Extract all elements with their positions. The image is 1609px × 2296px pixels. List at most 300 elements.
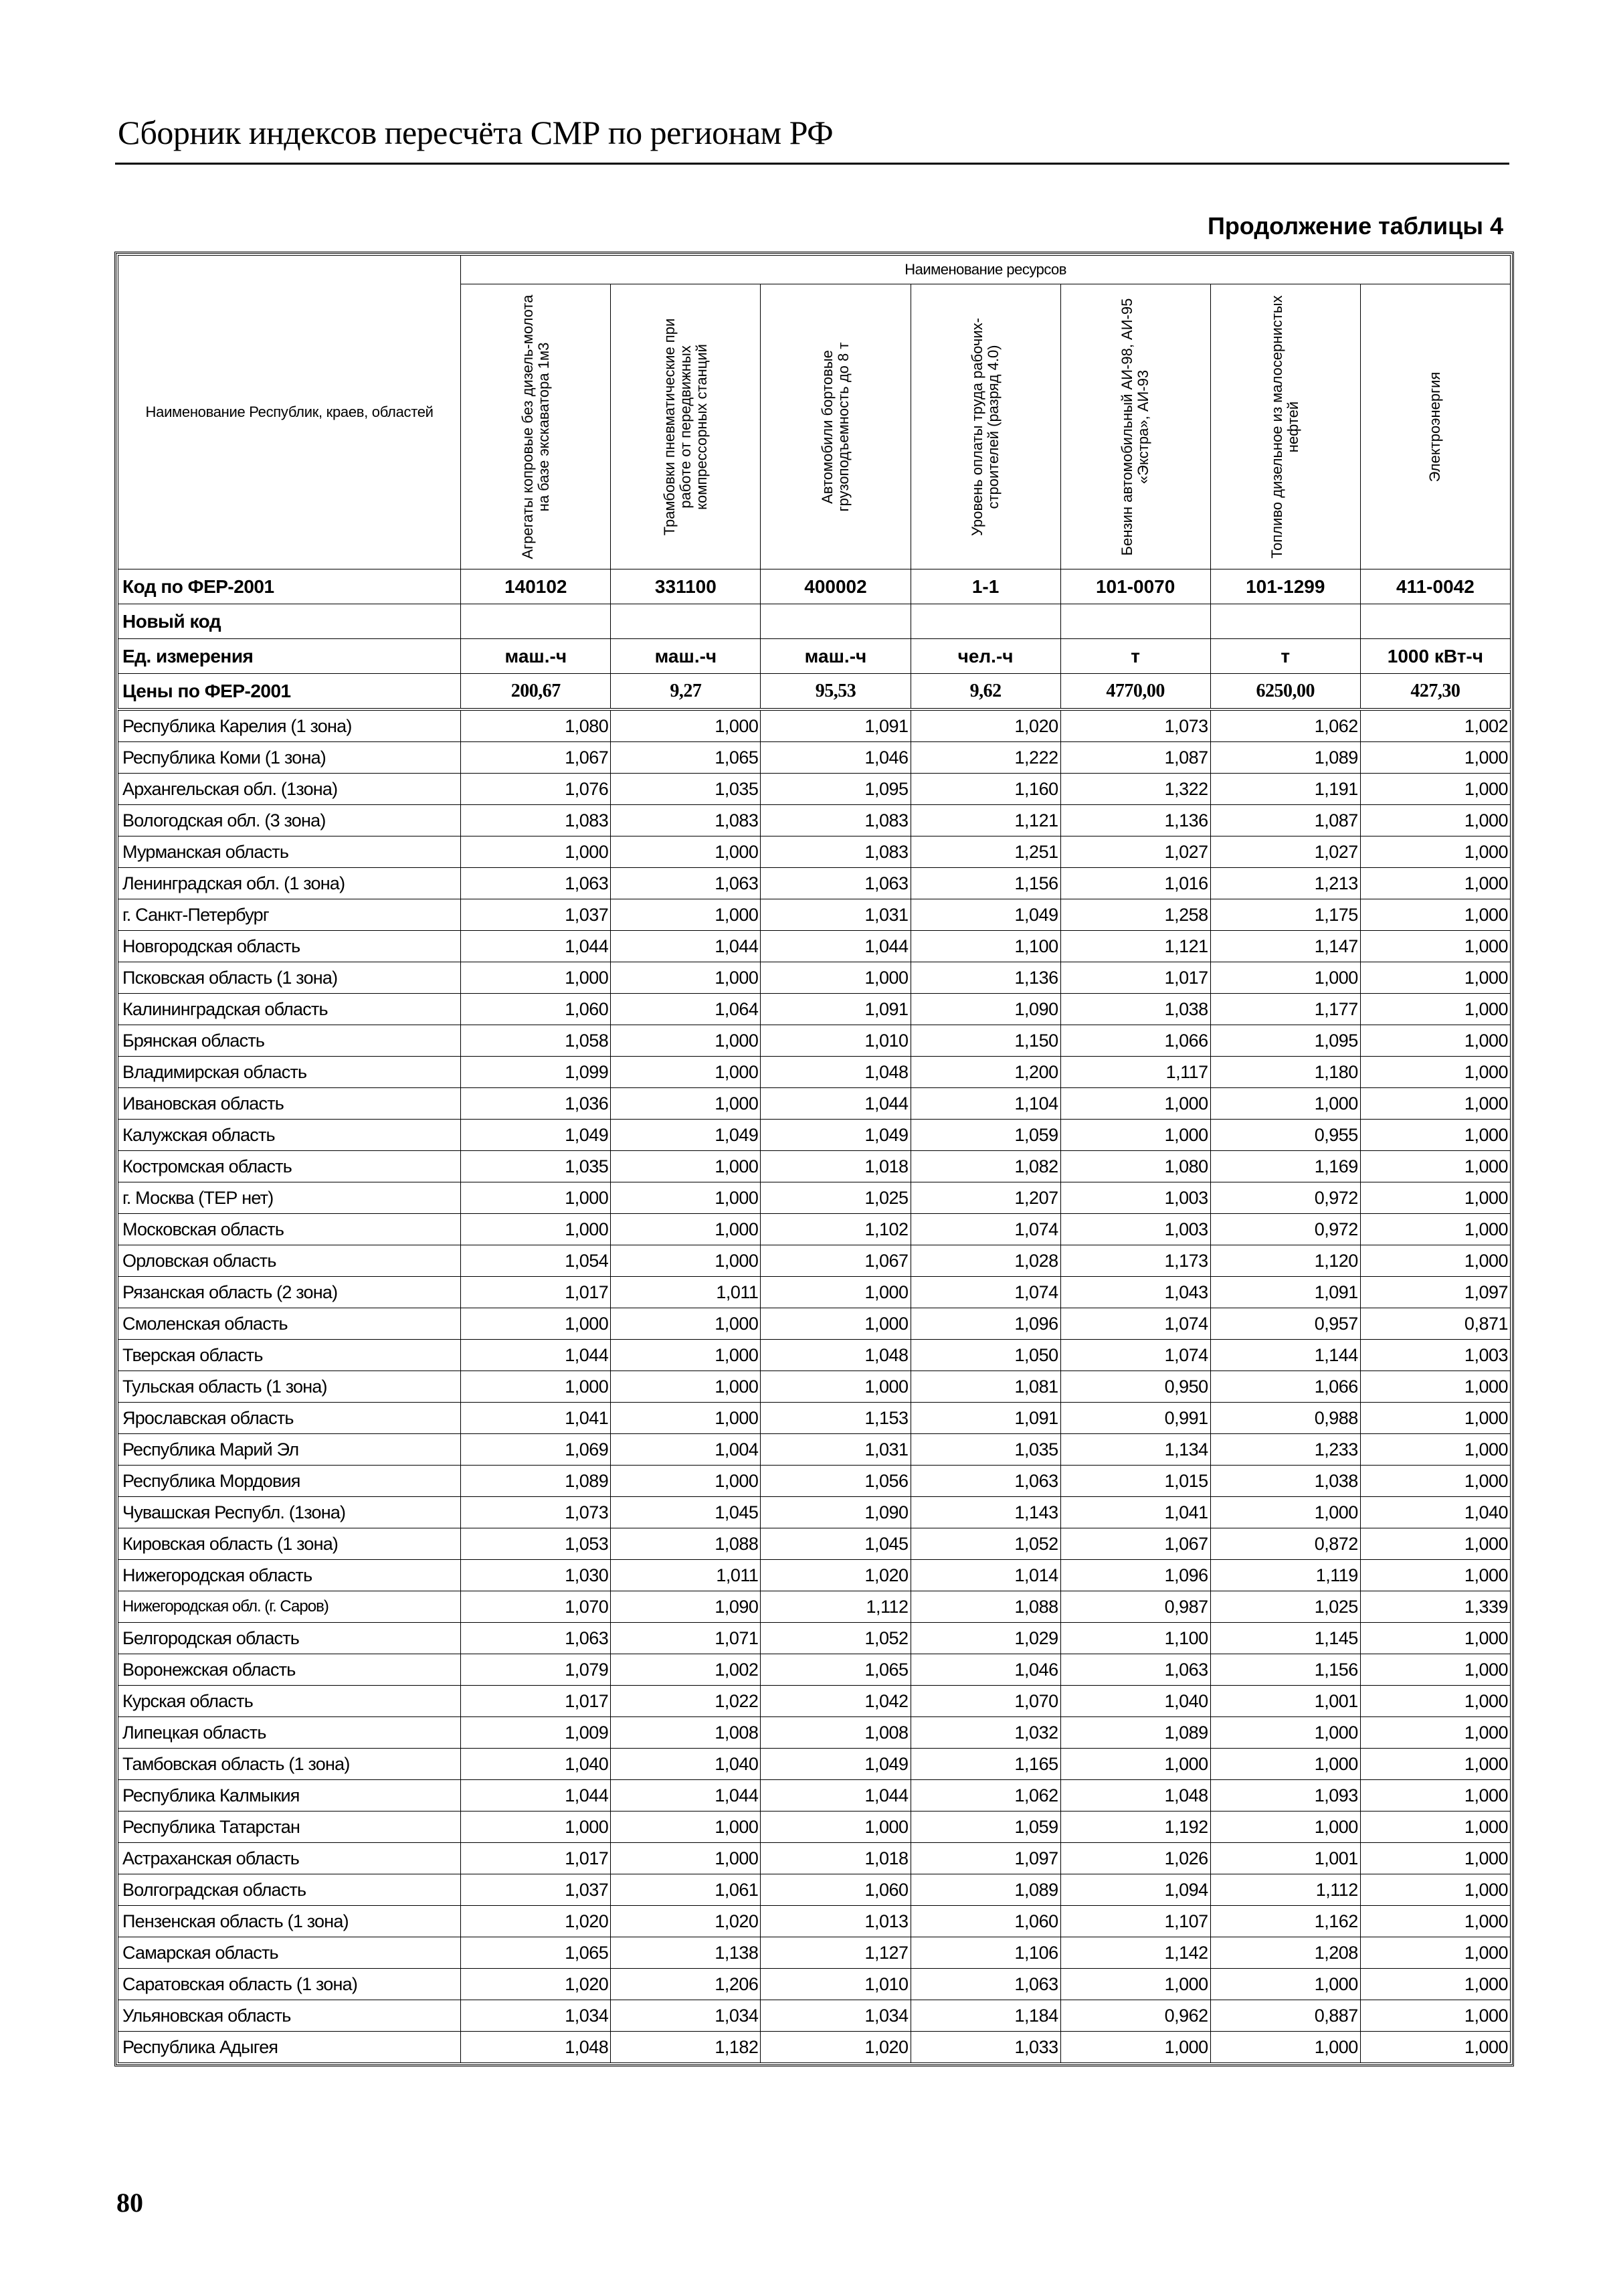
meta-row-label: Код по ФЕР-2001 bbox=[118, 569, 461, 604]
index-value: 1,000 bbox=[611, 1245, 761, 1277]
index-value: 1,035 bbox=[461, 1151, 611, 1182]
title-rule bbox=[115, 163, 1509, 165]
index-value: 1,038 bbox=[1210, 1466, 1360, 1497]
region-name: Нижегородская область bbox=[118, 1560, 461, 1591]
index-value: 1,033 bbox=[911, 2032, 1060, 2063]
table-row bbox=[118, 1969, 1511, 2000]
index-value: 0,972 bbox=[1210, 1214, 1360, 1245]
index-value: 1,322 bbox=[1060, 774, 1210, 805]
index-value: 0,988 bbox=[1210, 1403, 1360, 1434]
meta-cell: 331100 bbox=[611, 569, 761, 604]
index-value: 1,099 bbox=[461, 1057, 611, 1088]
index-value: 1,027 bbox=[1060, 836, 1210, 868]
region-name: Республика Мордовия bbox=[118, 1466, 461, 1497]
index-value: 1,000 bbox=[1360, 1749, 1510, 1780]
index-value: 1,104 bbox=[911, 1088, 1060, 1120]
index-value: 1,044 bbox=[611, 1780, 761, 1812]
index-value: 1,177 bbox=[1210, 994, 1360, 1025]
index-value: 0,972 bbox=[1210, 1182, 1360, 1214]
meta-cell: 400002 bbox=[761, 569, 911, 604]
region-name: Мурманская область bbox=[118, 836, 461, 868]
index-value: 1,073 bbox=[1060, 709, 1210, 742]
index-value: 1,045 bbox=[761, 1528, 911, 1560]
index-value: 1,000 bbox=[1060, 1749, 1210, 1780]
index-value: 1,040 bbox=[1060, 1686, 1210, 1717]
region-name: Курская область bbox=[118, 1686, 461, 1717]
table-row bbox=[118, 1088, 1511, 1120]
region-name: Тверская область bbox=[118, 1340, 461, 1371]
index-value: 1,120 bbox=[1210, 1245, 1360, 1277]
meta-cell: 9,27 bbox=[611, 674, 761, 710]
index-value: 1,138 bbox=[611, 1937, 761, 1969]
table-row bbox=[118, 1340, 1511, 1371]
index-value: 1,097 bbox=[1360, 1277, 1510, 1308]
running-title: Сборник индексов пересчёта СМР по регионам РФ bbox=[118, 114, 834, 151]
region-name: Республика Коми (1 зона) bbox=[118, 742, 461, 774]
region-name: Брянская область bbox=[118, 1025, 461, 1057]
index-value: 1,029 bbox=[911, 1623, 1060, 1654]
meta-cell: 101-1299 bbox=[1210, 569, 1360, 604]
index-value: 1,083 bbox=[611, 805, 761, 836]
index-value: 1,043 bbox=[1060, 1277, 1210, 1308]
index-value: 1,064 bbox=[611, 994, 761, 1025]
index-value: 1,112 bbox=[1210, 1874, 1360, 1906]
column-header-label: Автомобили бортовые грузоподъемность до 8 т bbox=[818, 342, 852, 511]
index-value: 1,000 bbox=[1060, 1120, 1210, 1151]
index-value: 1,000 bbox=[611, 1151, 761, 1182]
index-value: 1,017 bbox=[1060, 962, 1210, 994]
index-value: 1,059 bbox=[911, 1812, 1060, 1843]
index-value: 1,052 bbox=[911, 1528, 1060, 1560]
column-header bbox=[761, 284, 911, 569]
index-value: 1,000 bbox=[761, 1812, 911, 1843]
index-value: 1,010 bbox=[761, 1969, 911, 2000]
index-value: 1,000 bbox=[1360, 868, 1510, 899]
table-row bbox=[118, 1245, 1511, 1277]
index-value: 1,000 bbox=[1060, 2032, 1210, 2063]
meta-cell: 140102 bbox=[461, 569, 611, 604]
index-value: 1,038 bbox=[1060, 994, 1210, 1025]
index-value: 1,074 bbox=[1060, 1308, 1210, 1340]
index-value: 1,091 bbox=[761, 994, 911, 1025]
index-value: 1,000 bbox=[1210, 2032, 1360, 2063]
column-header bbox=[1210, 284, 1360, 569]
index-value: 1,044 bbox=[461, 1340, 611, 1371]
index-value: 1,049 bbox=[761, 1120, 911, 1151]
region-name: Ульяновская область bbox=[118, 2000, 461, 2032]
index-value: 1,074 bbox=[911, 1214, 1060, 1245]
table-row bbox=[118, 1434, 1511, 1466]
index-value: 1,049 bbox=[611, 1120, 761, 1151]
index-value: 1,000 bbox=[461, 1182, 611, 1214]
index-value: 0,887 bbox=[1210, 2000, 1360, 2032]
index-value: 1,000 bbox=[1360, 1466, 1510, 1497]
index-value: 1,061 bbox=[611, 1874, 761, 1906]
region-name: Республика Калмыкия bbox=[118, 1780, 461, 1812]
region-name: Московская область bbox=[118, 1214, 461, 1245]
index-value: 1,074 bbox=[1060, 1340, 1210, 1371]
index-value: 1,046 bbox=[761, 742, 911, 774]
index-value: 1,000 bbox=[1360, 1780, 1510, 1812]
index-value: 1,000 bbox=[1360, 931, 1510, 962]
index-value: 1,206 bbox=[611, 1969, 761, 2000]
index-value: 1,000 bbox=[611, 1466, 761, 1497]
index-value: 1,081 bbox=[911, 1371, 1060, 1403]
meta-cell bbox=[911, 604, 1060, 639]
index-value: 1,107 bbox=[1060, 1906, 1210, 1937]
index-value: 1,011 bbox=[611, 1277, 761, 1308]
index-value: 1,000 bbox=[1360, 1937, 1510, 1969]
table-row bbox=[118, 1686, 1511, 1717]
index-value: 1,000 bbox=[761, 1277, 911, 1308]
meta-cell: 411-0042 bbox=[1360, 569, 1510, 604]
index-value: 1,000 bbox=[1360, 1654, 1510, 1686]
index-value: 1,000 bbox=[1360, 2032, 1510, 2063]
index-value: 1,000 bbox=[1360, 805, 1510, 836]
index-value: 1,020 bbox=[611, 1906, 761, 1937]
index-value: 1,191 bbox=[1210, 774, 1360, 805]
table-row bbox=[118, 1466, 1511, 1497]
table-row bbox=[118, 1560, 1511, 1591]
region-name: Республика Адыгея bbox=[118, 2032, 461, 2063]
index-value: 1,000 bbox=[611, 1057, 761, 1088]
index-value: 1,034 bbox=[761, 2000, 911, 2032]
table-row bbox=[118, 1151, 1511, 1182]
region-name: Воронежская область bbox=[118, 1654, 461, 1686]
index-value: 1,015 bbox=[1060, 1466, 1210, 1497]
index-value: 1,000 bbox=[461, 1812, 611, 1843]
index-value: 1,000 bbox=[461, 962, 611, 994]
index-value: 1,048 bbox=[761, 1340, 911, 1371]
index-value: 1,000 bbox=[1360, 1214, 1510, 1245]
meta-cell: маш.-ч bbox=[611, 639, 761, 674]
index-value: 1,063 bbox=[761, 868, 911, 899]
meta-cell: 4770,00 bbox=[1060, 674, 1210, 710]
index-value: 1,000 bbox=[611, 1812, 761, 1843]
index-value: 1,000 bbox=[761, 1308, 911, 1340]
table-row bbox=[118, 836, 1511, 868]
index-value: 1,003 bbox=[1360, 1340, 1510, 1371]
index-value: 1,082 bbox=[911, 1151, 1060, 1182]
index-value: 1,091 bbox=[761, 709, 911, 742]
meta-row-new-code bbox=[118, 604, 1511, 639]
index-value: 1,060 bbox=[911, 1906, 1060, 1937]
index-value: 1,042 bbox=[761, 1686, 911, 1717]
index-value: 1,035 bbox=[911, 1434, 1060, 1466]
index-value: 1,200 bbox=[911, 1057, 1060, 1088]
index-value: 1,165 bbox=[911, 1749, 1060, 1780]
index-value: 1,054 bbox=[461, 1245, 611, 1277]
index-value: 1,000 bbox=[1360, 1403, 1510, 1434]
table-row bbox=[118, 1214, 1511, 1245]
meta-cell bbox=[1360, 604, 1510, 639]
table-row bbox=[118, 1371, 1511, 1403]
index-value: 0,987 bbox=[1060, 1591, 1210, 1623]
index-value: 1,000 bbox=[1360, 2000, 1510, 2032]
index-value: 1,048 bbox=[1060, 1780, 1210, 1812]
index-value: 1,050 bbox=[911, 1340, 1060, 1371]
index-value: 1,088 bbox=[911, 1591, 1060, 1623]
table-row bbox=[118, 899, 1511, 931]
region-name: Вологодская обл. (3 зона) bbox=[118, 805, 461, 836]
table-row bbox=[118, 1780, 1511, 1812]
index-value: 0,957 bbox=[1210, 1308, 1360, 1340]
index-value: 1,000 bbox=[461, 836, 611, 868]
table-row bbox=[118, 1182, 1511, 1214]
index-value: 1,041 bbox=[1060, 1497, 1210, 1528]
index-value: 1,000 bbox=[1360, 994, 1510, 1025]
index-value: 1,032 bbox=[911, 1717, 1060, 1749]
index-value: 1,035 bbox=[611, 774, 761, 805]
resources-group-header: Наименование ресурсов bbox=[461, 256, 1511, 284]
index-value: 1,000 bbox=[1360, 1812, 1510, 1843]
index-value: 1,097 bbox=[911, 1843, 1060, 1874]
region-name: г. Москва (ТЕР нет) bbox=[118, 1182, 461, 1214]
index-value: 1,062 bbox=[911, 1780, 1060, 1812]
index-value: 1,156 bbox=[911, 868, 1060, 899]
table-row bbox=[118, 1874, 1511, 1906]
region-name: Псковская область (1 зона) bbox=[118, 962, 461, 994]
index-value: 1,074 bbox=[911, 1277, 1060, 1308]
table-row bbox=[118, 1843, 1511, 1874]
index-value: 1,000 bbox=[1360, 1182, 1510, 1214]
column-header-label: Уровень оплаты труда рабочих-строителей (разряд 4.0) bbox=[969, 317, 1002, 536]
index-value: 1,112 bbox=[761, 1591, 911, 1623]
column-header-label: Агрегаты копровые без дизель-молота на базе экскаватора 1м3 bbox=[518, 294, 552, 559]
index-value: 1,000 bbox=[1360, 1025, 1510, 1057]
meta-cell: т bbox=[1060, 639, 1210, 674]
index-value: 1,070 bbox=[461, 1591, 611, 1623]
table-row bbox=[118, 1025, 1511, 1057]
index-value: 1,065 bbox=[761, 1654, 911, 1686]
index-table bbox=[118, 255, 1511, 2063]
region-name: Липецкая область bbox=[118, 1717, 461, 1749]
index-value: 1,222 bbox=[911, 742, 1060, 774]
index-value: 1,056 bbox=[761, 1466, 911, 1497]
table-row bbox=[118, 868, 1511, 899]
meta-cell: 200,67 bbox=[461, 674, 611, 710]
index-value: 1,000 bbox=[461, 1214, 611, 1245]
index-value: 1,121 bbox=[911, 805, 1060, 836]
index-value: 1,117 bbox=[1060, 1057, 1210, 1088]
region-name: Саратовская область (1 зона) bbox=[118, 1969, 461, 2000]
index-value: 1,017 bbox=[461, 1843, 611, 1874]
index-value: 1,162 bbox=[1210, 1906, 1360, 1937]
index-value: 1,049 bbox=[461, 1120, 611, 1151]
index-value: 1,156 bbox=[1210, 1654, 1360, 1686]
column-header-label: Трамбовки пневматические при работе от передвижных компрессорных станций bbox=[660, 318, 710, 535]
index-value: 1,020 bbox=[461, 1906, 611, 1937]
region-name: Орловская область bbox=[118, 1245, 461, 1277]
table-row bbox=[118, 1120, 1511, 1151]
index-value: 1,003 bbox=[1060, 1182, 1210, 1214]
index-value: 1,000 bbox=[1360, 1623, 1510, 1654]
index-value: 1,000 bbox=[1360, 774, 1510, 805]
table-row bbox=[118, 994, 1511, 1025]
index-value: 1,063 bbox=[611, 868, 761, 899]
index-value: 1,018 bbox=[761, 1151, 911, 1182]
index-value: 1,173 bbox=[1060, 1245, 1210, 1277]
meta-cell: чел.-ч bbox=[911, 639, 1060, 674]
index-value: 1,000 bbox=[461, 1308, 611, 1340]
index-value: 1,106 bbox=[911, 1937, 1060, 1969]
index-value: 1,063 bbox=[911, 1466, 1060, 1497]
index-value: 0,962 bbox=[1060, 2000, 1210, 2032]
index-value: 1,083 bbox=[761, 836, 911, 868]
index-value: 1,087 bbox=[1210, 805, 1360, 836]
index-value: 1,060 bbox=[461, 994, 611, 1025]
index-value: 1,258 bbox=[1060, 899, 1210, 931]
meta-row-price bbox=[118, 674, 1511, 710]
column-header bbox=[611, 284, 761, 569]
index-value: 1,031 bbox=[761, 899, 911, 931]
index-value: 1,000 bbox=[611, 1182, 761, 1214]
index-value: 1,000 bbox=[611, 1340, 761, 1371]
index-value: 1,031 bbox=[761, 1434, 911, 1466]
index-value: 1,095 bbox=[1210, 1025, 1360, 1057]
index-value: 1,048 bbox=[461, 2032, 611, 2063]
index-value: 1,127 bbox=[761, 1937, 911, 1969]
column-header-label: Топливо дизельное из малосернистых нефтей bbox=[1268, 294, 1302, 559]
meta-cell bbox=[761, 604, 911, 639]
index-value: 1,251 bbox=[911, 836, 1060, 868]
column-header bbox=[1360, 284, 1510, 569]
index-value: 1,002 bbox=[1360, 709, 1510, 742]
index-value: 1,000 bbox=[611, 1214, 761, 1245]
index-value: 1,184 bbox=[911, 2000, 1060, 2032]
meta-cell: 1-1 bbox=[911, 569, 1060, 604]
index-value: 1,008 bbox=[761, 1717, 911, 1749]
index-value: 1,000 bbox=[611, 1371, 761, 1403]
meta-cell: 101-0070 bbox=[1060, 569, 1210, 604]
index-value: 1,001 bbox=[1210, 1843, 1360, 1874]
index-value: 1,026 bbox=[1060, 1843, 1210, 1874]
index-value: 1,090 bbox=[761, 1497, 911, 1528]
index-value: 1,000 bbox=[1360, 1434, 1510, 1466]
index-value: 1,121 bbox=[1060, 931, 1210, 962]
index-value: 1,089 bbox=[461, 1466, 611, 1497]
meta-cell bbox=[1210, 604, 1360, 639]
index-value: 1,233 bbox=[1210, 1434, 1360, 1466]
region-name: Костромская область bbox=[118, 1151, 461, 1182]
index-value: 1,080 bbox=[461, 709, 611, 742]
index-value: 1,044 bbox=[761, 1088, 911, 1120]
region-name: Чувашская Республ. (1зона) bbox=[118, 1497, 461, 1528]
index-value: 1,089 bbox=[1210, 742, 1360, 774]
region-name: Кировская область (1 зона) bbox=[118, 1528, 461, 1560]
meta-cell: маш.-ч bbox=[461, 639, 611, 674]
index-value: 1,153 bbox=[761, 1403, 911, 1434]
index-value: 1,000 bbox=[1360, 1371, 1510, 1403]
column-header bbox=[911, 284, 1060, 569]
table-row bbox=[118, 2032, 1511, 2063]
index-value: 1,000 bbox=[1360, 1686, 1510, 1717]
index-value: 1,060 bbox=[761, 1874, 911, 1906]
index-value: 1,000 bbox=[1360, 1245, 1510, 1277]
index-value: 1,067 bbox=[461, 742, 611, 774]
index-value: 1,020 bbox=[911, 709, 1060, 742]
index-value: 1,000 bbox=[611, 1403, 761, 1434]
index-value: 1,000 bbox=[1360, 899, 1510, 931]
index-value: 1,000 bbox=[761, 1371, 911, 1403]
index-value: 1,022 bbox=[611, 1686, 761, 1717]
index-value: 1,169 bbox=[1210, 1151, 1360, 1182]
index-value: 1,030 bbox=[461, 1560, 611, 1591]
index-value: 1,067 bbox=[761, 1245, 911, 1277]
index-value: 1,143 bbox=[911, 1497, 1060, 1528]
table-row bbox=[118, 962, 1511, 994]
index-value: 1,010 bbox=[761, 1025, 911, 1057]
region-name: Калужская область bbox=[118, 1120, 461, 1151]
meta-cell: 95,53 bbox=[761, 674, 911, 710]
table-row bbox=[118, 1497, 1511, 1528]
index-value: 1,083 bbox=[761, 805, 911, 836]
index-value: 1,059 bbox=[911, 1120, 1060, 1151]
index-value: 1,000 bbox=[1060, 1088, 1210, 1120]
index-value: 1,207 bbox=[911, 1182, 1060, 1214]
table-row bbox=[118, 1654, 1511, 1686]
index-value: 1,095 bbox=[761, 774, 911, 805]
region-name: Пензенская область (1 зона) bbox=[118, 1906, 461, 1937]
index-value: 1,089 bbox=[911, 1874, 1060, 1906]
index-value: 1,000 bbox=[1210, 1812, 1360, 1843]
index-value: 1,175 bbox=[1210, 899, 1360, 931]
index-value: 1,192 bbox=[1060, 1812, 1210, 1843]
index-value: 1,049 bbox=[911, 899, 1060, 931]
index-value: 1,000 bbox=[1360, 742, 1510, 774]
index-value: 1,213 bbox=[1210, 868, 1360, 899]
table-row bbox=[118, 774, 1511, 805]
index-value: 1,000 bbox=[1360, 1120, 1510, 1151]
index-value: 1,000 bbox=[1360, 1906, 1510, 1937]
index-value: 1,001 bbox=[1210, 1686, 1360, 1717]
region-name: Архангельская обл. (1зона) bbox=[118, 774, 461, 805]
index-value: 1,000 bbox=[1360, 1560, 1510, 1591]
index-value: 1,160 bbox=[911, 774, 1060, 805]
index-value: 1,065 bbox=[611, 742, 761, 774]
meta-row-label: Цены по ФЕР-2001 bbox=[118, 674, 461, 710]
meta-row-code bbox=[118, 569, 1511, 604]
table-row bbox=[118, 1812, 1511, 1843]
table-row bbox=[118, 1906, 1511, 1937]
index-value: 1,048 bbox=[761, 1057, 911, 1088]
index-value: 1,083 bbox=[461, 805, 611, 836]
index-value: 1,000 bbox=[611, 899, 761, 931]
index-value: 1,063 bbox=[911, 1969, 1060, 2000]
index-value: 1,145 bbox=[1210, 1623, 1360, 1654]
region-name: Новгородская область bbox=[118, 931, 461, 962]
index-value: 1,000 bbox=[611, 1088, 761, 1120]
meta-row-unit bbox=[118, 639, 1511, 674]
index-value: 1,018 bbox=[761, 1843, 911, 1874]
index-value: 1,000 bbox=[1360, 1843, 1510, 1874]
region-name-header: Наименование Республик, краев, областей bbox=[118, 256, 461, 569]
index-value: 1,000 bbox=[1360, 1528, 1510, 1560]
index-value: 1,008 bbox=[611, 1717, 761, 1749]
region-name: Нижегородская обл. (г. Саров) bbox=[118, 1591, 461, 1623]
index-value: 1,044 bbox=[611, 931, 761, 962]
region-name: Астраханская область bbox=[118, 1843, 461, 1874]
index-value: 1,208 bbox=[1210, 1937, 1360, 1969]
index-value: 1,066 bbox=[1060, 1025, 1210, 1057]
table-row bbox=[118, 1591, 1511, 1623]
index-value: 1,017 bbox=[461, 1277, 611, 1308]
index-value: 1,100 bbox=[1060, 1623, 1210, 1654]
index-value: 1,000 bbox=[1360, 1874, 1510, 1906]
index-value: 1,000 bbox=[1210, 1717, 1360, 1749]
index-value: 1,000 bbox=[761, 962, 911, 994]
index-value: 1,044 bbox=[761, 1780, 911, 1812]
